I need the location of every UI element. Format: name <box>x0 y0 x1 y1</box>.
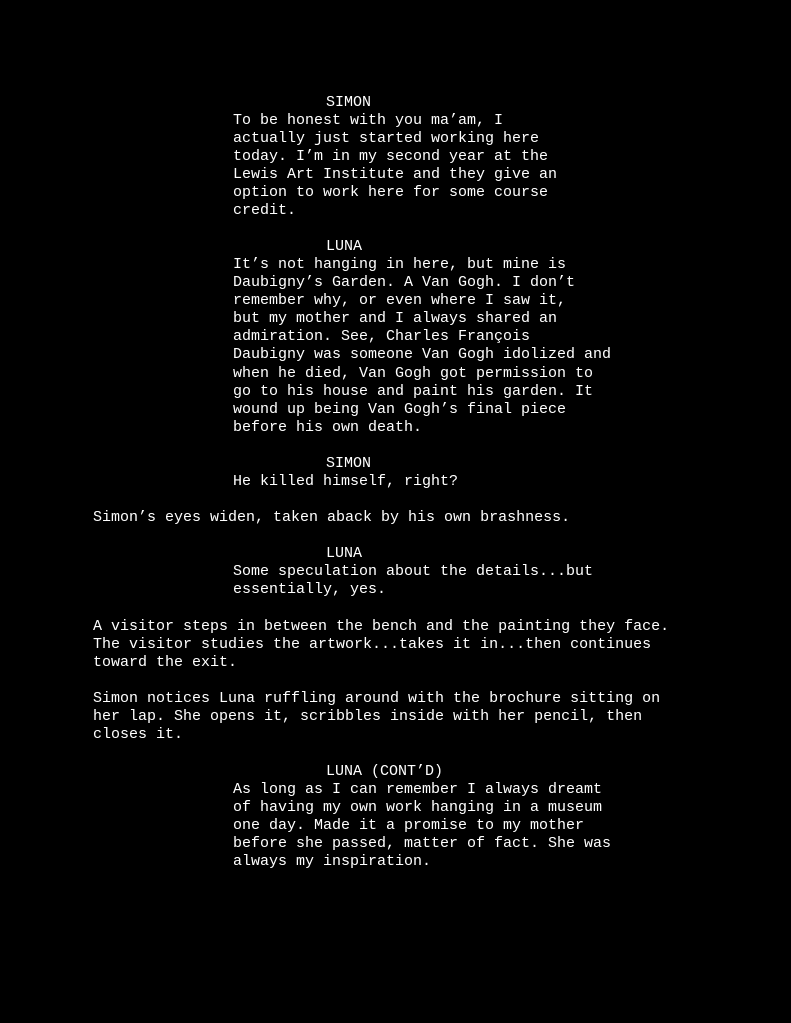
dialogue-line: option to work here for some course <box>233 184 549 202</box>
dialogue-line: Some speculation about the details...but <box>233 563 594 580</box>
character-name-simon: SIMON <box>326 455 372 472</box>
dialogue-line: remember why, or even where I saw it, <box>233 292 567 310</box>
character-name-simon: SIMON <box>326 94 372 111</box>
character-name-luna-contd: LUNA (CONT’D) <box>326 763 444 780</box>
dialogue-line: He killed himself, right? <box>233 473 459 490</box>
dialogue-line: when he died, Van Gogh got permission to <box>233 364 594 382</box>
action-text: Simon’s eyes widen, taken aback by his own brashness. <box>93 509 571 526</box>
dialogue-line: today. I’m in my second year at the <box>233 148 549 166</box>
action-paragraph-3 <box>93 690 660 744</box>
dialogue-line: essentially, yes. <box>233 581 387 599</box>
character-name-luna: LUNA <box>326 238 363 255</box>
dialogue-line: credit. <box>233 202 297 220</box>
dialogue-line: one day. Made it a promise to my mother <box>233 817 585 835</box>
dialogue-luna-1 <box>233 256 611 437</box>
dialogue-line: of having my own work hanging in a museum <box>233 799 603 817</box>
dialogue-simon-1 <box>233 112 557 221</box>
dialogue-line: wound up being Van Gogh’s final piece <box>233 400 567 418</box>
dialogue-line: but my mother and I always shared an <box>233 310 558 328</box>
dialogue-line: To be honest with you ma’am, I <box>233 112 504 129</box>
action-text: A visitor steps in between the bench and the painting they face. <box>93 618 670 635</box>
action-text: toward the exit. <box>93 654 238 672</box>
dialogue-line: It’s not hanging in here, but mine is <box>233 256 567 273</box>
dialogue-line: Lewis Art Institute and they give an <box>233 166 558 184</box>
dialogue-line: Daubigny’s Garden. A Van Gogh. I don’t <box>233 274 576 292</box>
dialogue-line: before his own death. <box>233 418 423 436</box>
character-name-luna: LUNA <box>326 545 363 562</box>
dialogue-line: actually just started working here <box>233 130 540 148</box>
action-text: closes it. <box>93 726 184 744</box>
action-text: her lap. She opens it, scribbles inside with her pencil, then <box>93 708 643 726</box>
dialogue-line: always my inspiration. <box>233 853 432 871</box>
action-text: Simon notices Luna ruffling around with the brochure sitting on <box>93 690 661 707</box>
dialogue-line: admiration. See, Charles François <box>233 328 531 346</box>
action-text: The visitor studies the artwork...takes it in...then continues <box>93 636 652 654</box>
dialogue-line: go to his house and paint his garden. It <box>233 382 594 400</box>
dialogue-line: As long as I can remember I always dreamt <box>233 781 603 798</box>
dialogue-luna-2 <box>233 563 593 599</box>
dialogue-line: Daubigny was someone Van Gogh idolized and <box>233 346 612 364</box>
dialogue-line: before she passed, matter of fact. She was <box>233 835 612 853</box>
action-line-1 <box>93 509 570 527</box>
action-paragraph-2 <box>93 618 669 672</box>
dialogue-luna-3 <box>233 781 611 871</box>
dialogue-simon-2 <box>233 473 458 491</box>
